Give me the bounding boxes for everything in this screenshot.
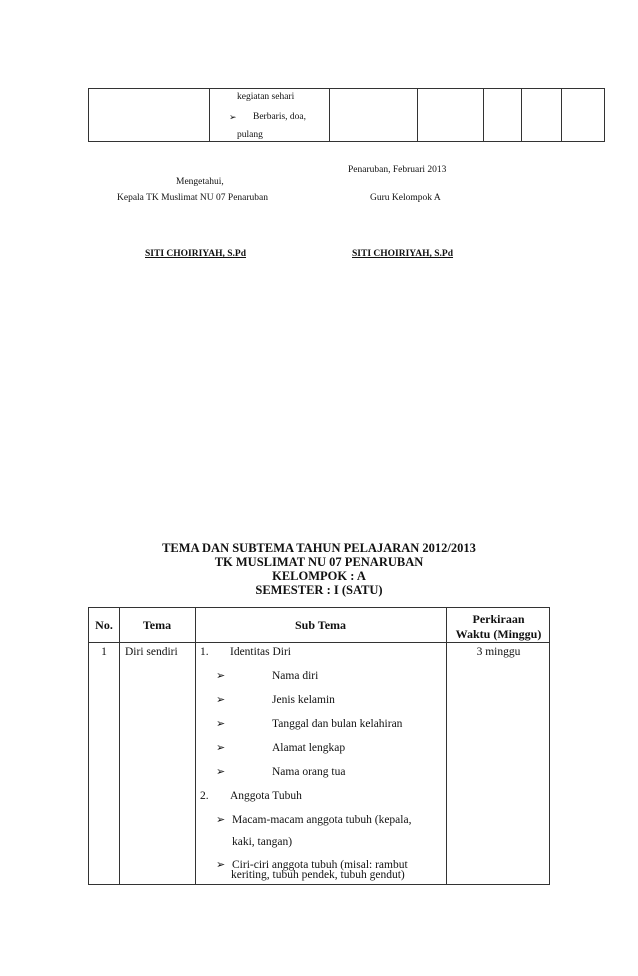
list-item: Nama orang tua: [272, 766, 346, 778]
bullet-arrow-icon: ➢: [229, 112, 237, 122]
table-column-divider: [521, 89, 522, 141]
header-no: No.: [95, 618, 113, 632]
section-title: Anggota Tubuh: [230, 790, 302, 802]
bullet-arrow-icon: ➢: [216, 670, 226, 682]
header-waktu-line: Perkiraan: [472, 612, 525, 626]
header-waktu: [446, 612, 551, 642]
list-item: Nama diri: [272, 670, 319, 682]
approval-label: Mengetahui,: [176, 177, 224, 187]
bullet-arrow-icon: ➢: [216, 859, 226, 871]
header-waktu-line: Waktu (Minggu): [455, 627, 542, 641]
list-item: Macam-macam anggota tubuh (kepala,: [232, 814, 412, 826]
section-number: 1.: [200, 646, 209, 658]
place-date: Penaruban, Februari 2013: [348, 165, 447, 175]
table-column-divider: [483, 89, 484, 141]
bullet-arrow-icon: ➢: [216, 718, 226, 730]
table-column-divider: [329, 89, 330, 141]
bullet-arrow-icon: ➢: [216, 814, 226, 826]
table-column-divider: [561, 89, 562, 141]
activity-text: Berbaris, doa,: [253, 112, 307, 122]
bullet-arrow-icon: ➢: [216, 742, 226, 754]
row-no: 1: [101, 646, 107, 658]
table-header-divider: [89, 642, 549, 643]
teacher-name: SITI CHOIRIYAH, S.Pd: [352, 249, 454, 259]
list-item-continuation: kaki, tangan): [232, 836, 293, 848]
headmaster-name: SITI CHOIRIYAH, S.Pd: [145, 249, 247, 259]
bullet-arrow-icon: ➢: [216, 694, 226, 706]
bullet-arrow-icon: ➢: [216, 766, 226, 778]
list-item: Alamat lengkap: [272, 742, 346, 754]
section-title: Identitas Diri: [230, 646, 291, 658]
headmaster-title: Kepala TK Muslimat NU 07 Penaruban: [117, 193, 269, 203]
section-number: 2.: [200, 790, 209, 802]
theme-table: [88, 607, 550, 885]
activity-text: pulang: [237, 130, 263, 140]
list-item-continuation: keriting, tubuh pendek, tubuh gendut): [231, 869, 405, 881]
list-item: Tanggal dan bulan kelahiran: [272, 718, 403, 730]
activity-cell: [229, 89, 329, 145]
table-column-divider: [209, 89, 210, 141]
continuation-table: [88, 88, 605, 142]
row-waktu: 3 minggu: [476, 646, 521, 658]
table-column-divider: [417, 89, 418, 141]
activity-text: kegiatan sehari: [237, 92, 295, 102]
header-tema: Tema: [142, 618, 172, 632]
school-name: TK MUSLIMAT NU 07 PENARUBAN: [214, 555, 424, 569]
table-column-divider: [119, 608, 120, 884]
list-item: Jenis kelamin: [272, 694, 335, 706]
list-item: Ciri-ciri anggota tubuh (misal: rambut: [232, 859, 408, 871]
row-tema: Diri sendiri: [125, 646, 178, 658]
semester-label: SEMESTER : I (SATU): [255, 583, 383, 597]
header-sub-tema: Sub Tema: [294, 618, 347, 632]
page-title: TEMA DAN SUBTEMA TAHUN PELAJARAN 2012/2013: [162, 541, 476, 555]
group-label: KELOMPOK : A: [272, 569, 366, 583]
table-column-divider: [195, 608, 196, 884]
teacher-title: Guru Kelompok A: [370, 193, 441, 203]
